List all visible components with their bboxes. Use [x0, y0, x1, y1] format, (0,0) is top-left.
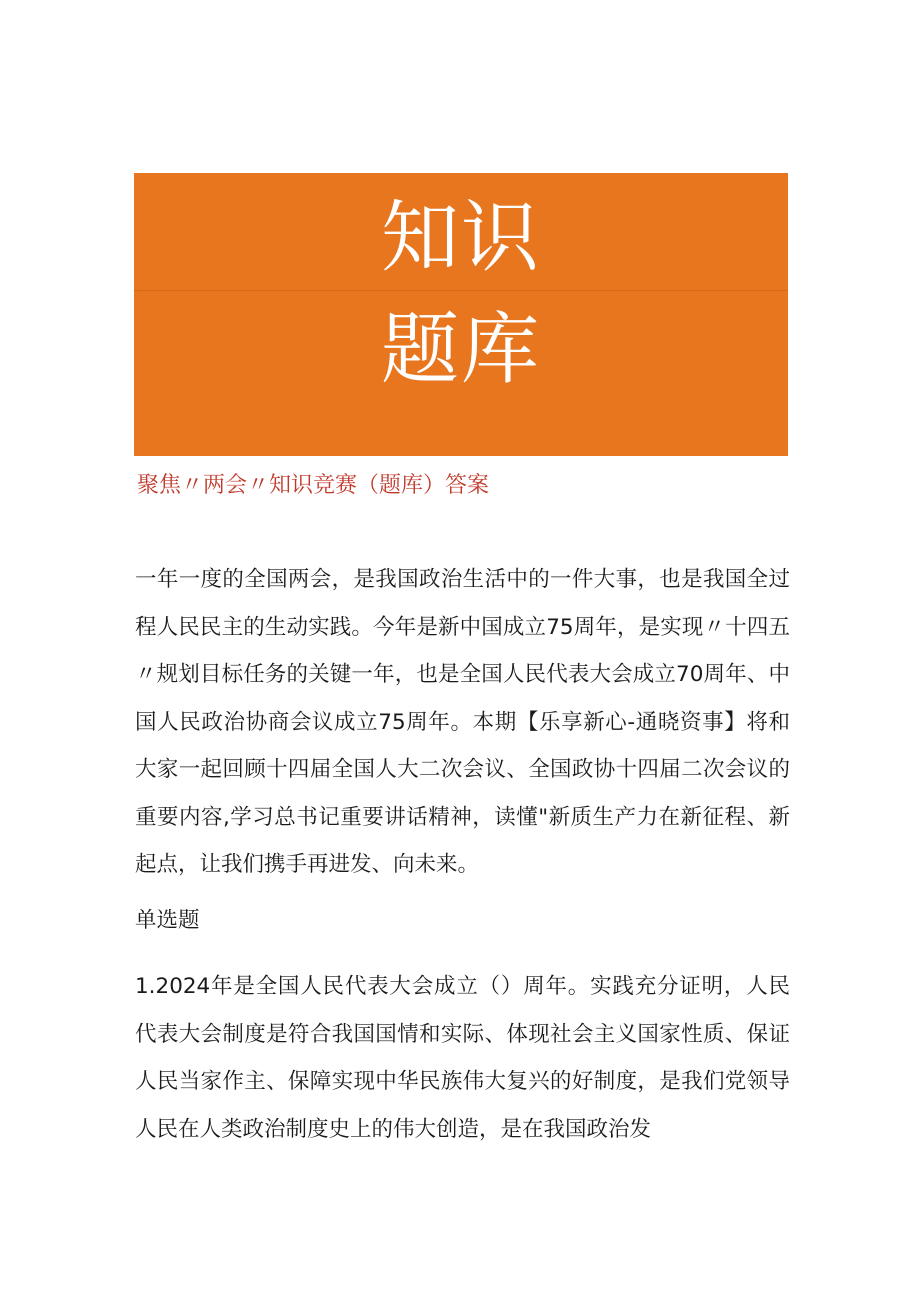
title-banner: [134, 173, 788, 456]
document-subtitle: 聚焦〃两会〃知识竞赛（题库）答案: [137, 473, 490, 498]
banner-divider: [134, 290, 788, 291]
question-1-paragraph: 1.2024年是全国人民代表大会成立（）周年。实践充分证明，人民代表大会制度是符合我国国情和实际、体现社会主义国家性质、保证人民当家作主、保障实现中华民族伟大复兴的好制度，是我们党领导人民在人类政治制度史上的伟大创造，是在我国政治发: [135, 974, 790, 1142]
banner-title-line-1: 知识: [380, 193, 541, 283]
question-type-heading: 单选题: [135, 908, 200, 933]
banner-title-line-2: 题库: [380, 305, 541, 395]
intro-paragraph: 一年一度的全国两会，是我国政治生活中的一件大事，也是我国全过程人民民主的生动实践。今年是新中国成立75周年，是实现〃十四五〃规划目标任务的关键一年，也是全国人民代表大会成立70周年、中国人民政治协商会议成立75周年。本期【乐享新心-通晓资事】将和大家一起回顾十四届全国人大二次会议、全国政协十四届二次会议的重要内容,学习总书记重要讲话精神，读懂"新质生产力在新征程、新起点，让我们携手再进发、向未来。: [135, 567, 790, 877]
